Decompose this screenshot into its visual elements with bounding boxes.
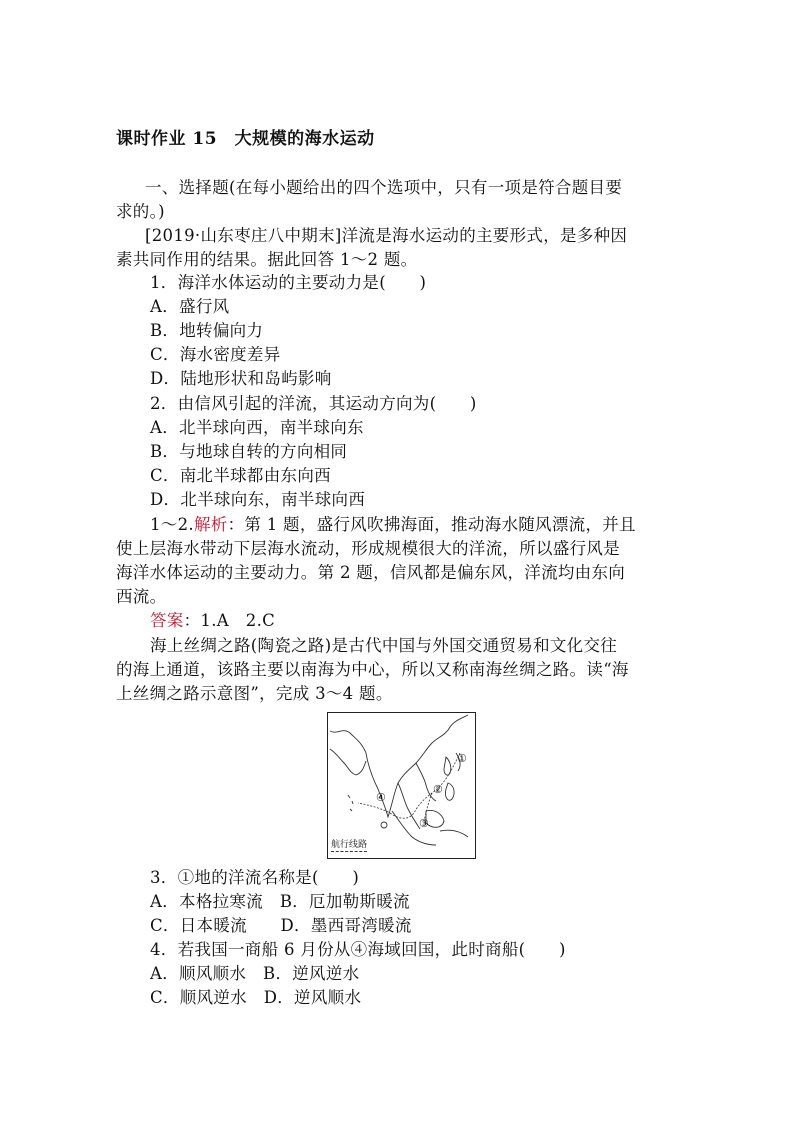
q3-options-row-1: A．本格拉寒流 B．厄加勒斯暖流 — [150, 892, 410, 911]
q4-options-row-1: A．顺风顺水 B．逆风逆水 — [150, 964, 360, 983]
q1-option-c: C．海水密度差异 — [150, 345, 281, 364]
section-heading: 一、选择题(在每小题给出的四个选项中，只有一项是符合题目要 — [145, 178, 623, 197]
q2-stem: 2．由信风引起的洋流，其运动方向为( ) — [150, 394, 477, 413]
q2-option-d: D．北半球向东，南半球向西 — [150, 490, 366, 509]
q1-option-a: A．盛行风 — [150, 297, 230, 316]
q1-stem: 1．海洋水体运动的主要动力是( ) — [150, 273, 427, 292]
map-marker-1: ① — [457, 752, 467, 765]
intro-text: [2019·山东枣庄八中期末]洋流是海水运动的主要形式，是多种因 — [145, 226, 628, 245]
analysis-line-4: 西流。 — [116, 587, 167, 606]
answer-label: 答案 — [150, 611, 184, 630]
analysis-line-1 — [150, 513, 636, 537]
analysis-label: 解析 — [193, 515, 228, 534]
intro-text-cont: 素共同作用的结果。据此回答 1～2 题。 — [116, 250, 418, 269]
analysis-prefix: 1～2. — [150, 515, 194, 534]
section-heading-cont: 求的。) — [116, 202, 165, 221]
q1-option-d: D．陆地形状和岛屿影响 — [150, 369, 332, 388]
q3-stem: 3．①地的洋流名称是( ) — [150, 868, 360, 887]
page-title: 课时作业 15 大规模的海水运动 — [116, 129, 375, 149]
q4-stem: 4．若我国一商船 6 月份从④海域回国，此时商船( ) — [150, 940, 566, 959]
silk-road-map — [327, 712, 476, 859]
q2-option-a: A．北半球向西，南半球向东 — [150, 418, 364, 437]
analysis-line-3: 海洋水体运动的主要动力。第 2 题，信风都是偏东风，洋流均由东向 — [116, 563, 626, 582]
q1-option-b: B．地转偏向力 — [150, 321, 264, 340]
map-marker-4: ④ — [376, 791, 386, 804]
map-drawing — [328, 713, 475, 858]
answer-line — [150, 609, 275, 633]
q4-options-row-2: C．顺风逆水 D．逆风顺水 — [150, 988, 362, 1007]
q2-option-c: C．南北半球都由东向西 — [150, 466, 331, 485]
passage-line-1: 海上丝绸之路(陶瓷之路)是古代中国与外国交通贸易和文化交往 — [150, 636, 618, 655]
map-marker-3: ③ — [419, 817, 429, 830]
passage-line-2: 的海上通道，该路主要以南海为中心，所以又称南海丝绸之路。读“海 — [116, 660, 629, 679]
map-legend-label: 航行线路 — [331, 840, 368, 850]
analysis-text: ：第 1 题，盛行风吹拂海面，推动海水随风漂流，并且 — [227, 515, 636, 534]
answer-text: ：1.A 2.C — [183, 611, 276, 630]
q3-options-row-2: C．日本暖流 D．墨西哥湾暖流 — [150, 916, 412, 935]
q2-option-b: B．与地球自转的方向相同 — [150, 442, 348, 461]
passage-line-3: 上丝绸之路示意图”，完成 3～4 题。 — [116, 684, 393, 703]
map-marker-2: ② — [433, 783, 443, 796]
analysis-line-2: 使上层海水带动下层海水流动，形成规模很大的洋流，所以盛行风是 — [116, 539, 620, 558]
